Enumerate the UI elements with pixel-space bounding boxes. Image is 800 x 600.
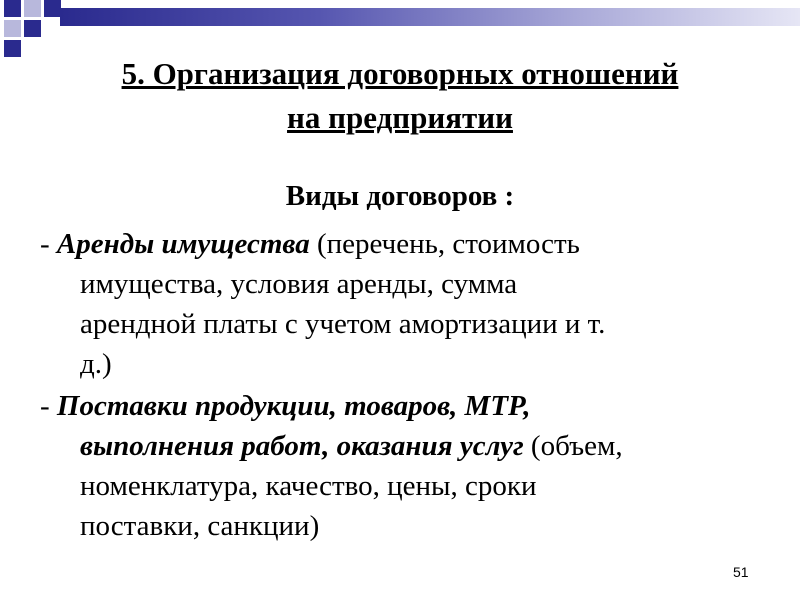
header-gradient-bar: [60, 8, 800, 26]
item-line: номенклатура, качество, цены, сроки: [80, 470, 537, 502]
item-line: [40, 386, 770, 426]
item-heading: Аренды имущества: [56, 228, 310, 260]
item-line: поставки, санкции): [80, 510, 320, 542]
title-line-2: на предприятии: [287, 100, 513, 135]
item-text: (объем,: [523, 430, 623, 462]
item-line: д.): [80, 348, 112, 380]
list-item: [40, 386, 770, 546]
item-heading: Поставки продукции, товаров, МТР,: [56, 390, 531, 422]
item-dash: -: [40, 390, 57, 422]
deco-square: [24, 0, 41, 17]
item-dash: -: [40, 228, 57, 260]
deco-square: [24, 20, 41, 37]
item-text: (перечень, стоимость: [309, 228, 580, 260]
item-line: [40, 426, 770, 466]
deco-square: [4, 20, 21, 37]
item-line: арендной платы с учетом амортизации и т.: [80, 308, 606, 340]
deco-square: [4, 0, 21, 17]
item-line: [40, 224, 770, 264]
item-heading: выполнения работ, оказания услуг: [80, 430, 524, 462]
slide-title: [0, 52, 800, 140]
subheading: Виды договоров :: [285, 180, 515, 212]
list-item: [40, 224, 770, 384]
deco-square: [44, 0, 61, 17]
title-line-1: 5. Организация договорных отношений: [121, 56, 679, 91]
page-number: 51: [733, 564, 749, 580]
item-line: имущества, условия аренды, сумма: [80, 268, 518, 300]
